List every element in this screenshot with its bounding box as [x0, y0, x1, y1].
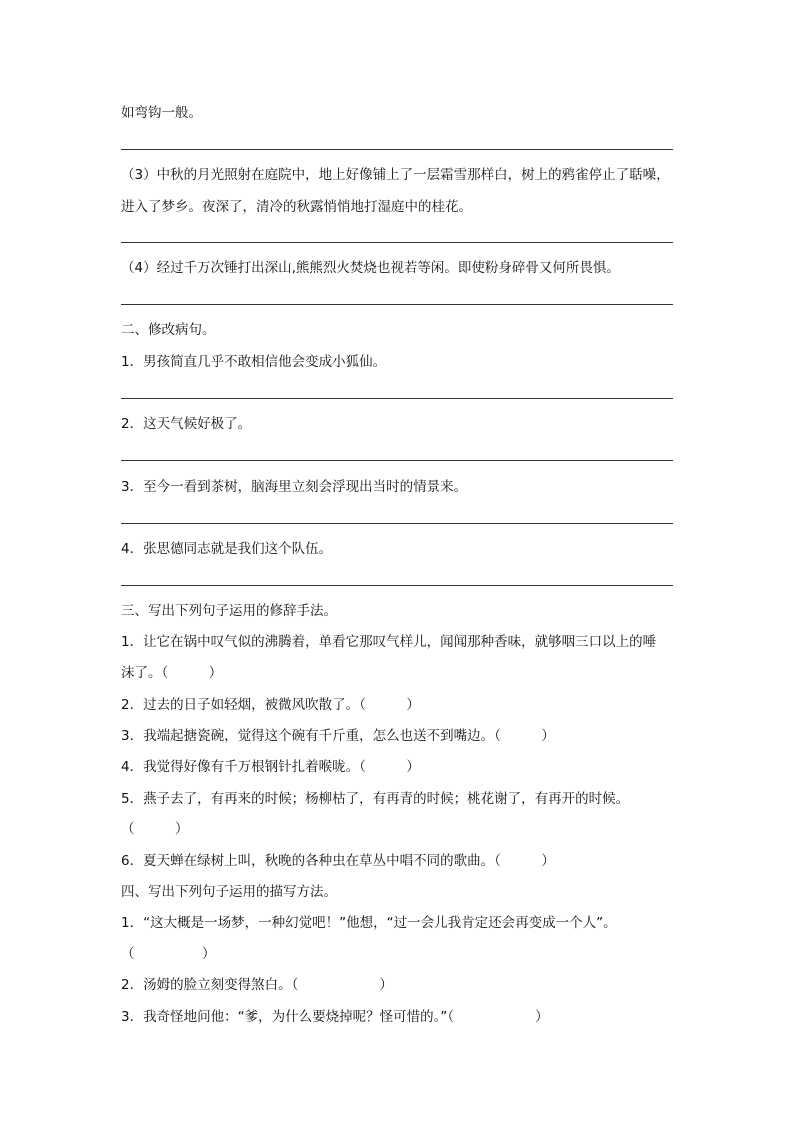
section3-item1-line1: 1．让它在锅中叹气似的沸腾着，单看它那叹气样儿，闻闻那种香味，就够咽三口以上的唾	[121, 634, 657, 650]
section3-item6: 6．夏天蝉在绿树上叫，秋晚的各种虫在草丛中唱不同的歌曲。（ ）	[121, 853, 555, 869]
answer-line	[121, 585, 673, 586]
section2-title: 二、修改病句。	[121, 322, 216, 338]
section3-item4: 4．我觉得好像有千万根钢针扎着喉咙。（ ）	[121, 759, 420, 775]
section3-item2: 2．过去的日子如轻烟，被微风吹散了。（ ）	[121, 697, 420, 713]
item4-text: （4）经过千万次锤打出深山,熊熊烈火焚烧也视若等闲。即使粉身碎骨又何所畏惧。	[121, 260, 620, 276]
section2-item4: 4．张思德同志就是我们这个队伍。	[121, 541, 333, 557]
section3-title: 三、写出下列句子运用的修辞手法。	[121, 603, 337, 619]
section4-item3: 3．我奇怪地问他：“爹，为什么要烧掉呢？怪可惜的。”（ ）	[121, 1009, 549, 1025]
section3-item3: 3．我端起搪瓷碗，觉得这个碗有千斤重，怎么也送不到嘴边。（ ）	[121, 728, 555, 744]
item3-text-line1: （3）中秋的月光照射在庭院中，地上好像铺上了一层霜雪那样白，树上的鸦雀停止了聒噪，	[121, 167, 670, 183]
section4-item1-line1: 1．“这大概是一场梦，一种幻觉吧！”他想，“过一会儿我肯定还会再变成一个人”。	[121, 915, 617, 931]
section2-item2: 2．这天气候好极了。	[121, 416, 252, 432]
section3-item5-line2: （ ）	[121, 821, 189, 837]
answer-line	[121, 398, 673, 399]
section4-title: 四、写出下列句子运用的描写方法。	[121, 884, 337, 900]
section4-item2: 2．汤姆的脸立刻变得煞白。（ ）	[121, 977, 393, 993]
item3-text-line2: 进入了梦乡。夜深了，清冷的秋露悄悄地打湿庭中的桂花。	[121, 199, 472, 215]
section2-item1: 1．男孩简直几乎不敢相信他会变成小狐仙。	[121, 354, 387, 370]
section3-item5-line1: 5．燕子去了，有再来的时候；杨柳枯了，有再青的时候；桃花谢了，有再开的时候。	[121, 791, 630, 807]
section2-item3: 3．至今一看到茶树，脑海里立刻会浮现出当时的情景来。	[121, 479, 468, 495]
answer-line	[121, 242, 673, 243]
answer-line	[121, 523, 673, 524]
answer-line	[121, 304, 673, 305]
section4-item1-line2: （ ）	[121, 946, 216, 962]
continuation-text: 如弯钩一般。	[121, 105, 202, 121]
answer-line	[121, 149, 673, 150]
answer-line	[121, 460, 673, 461]
section3-item1-line2: 沫了。（ ）	[121, 665, 223, 681]
